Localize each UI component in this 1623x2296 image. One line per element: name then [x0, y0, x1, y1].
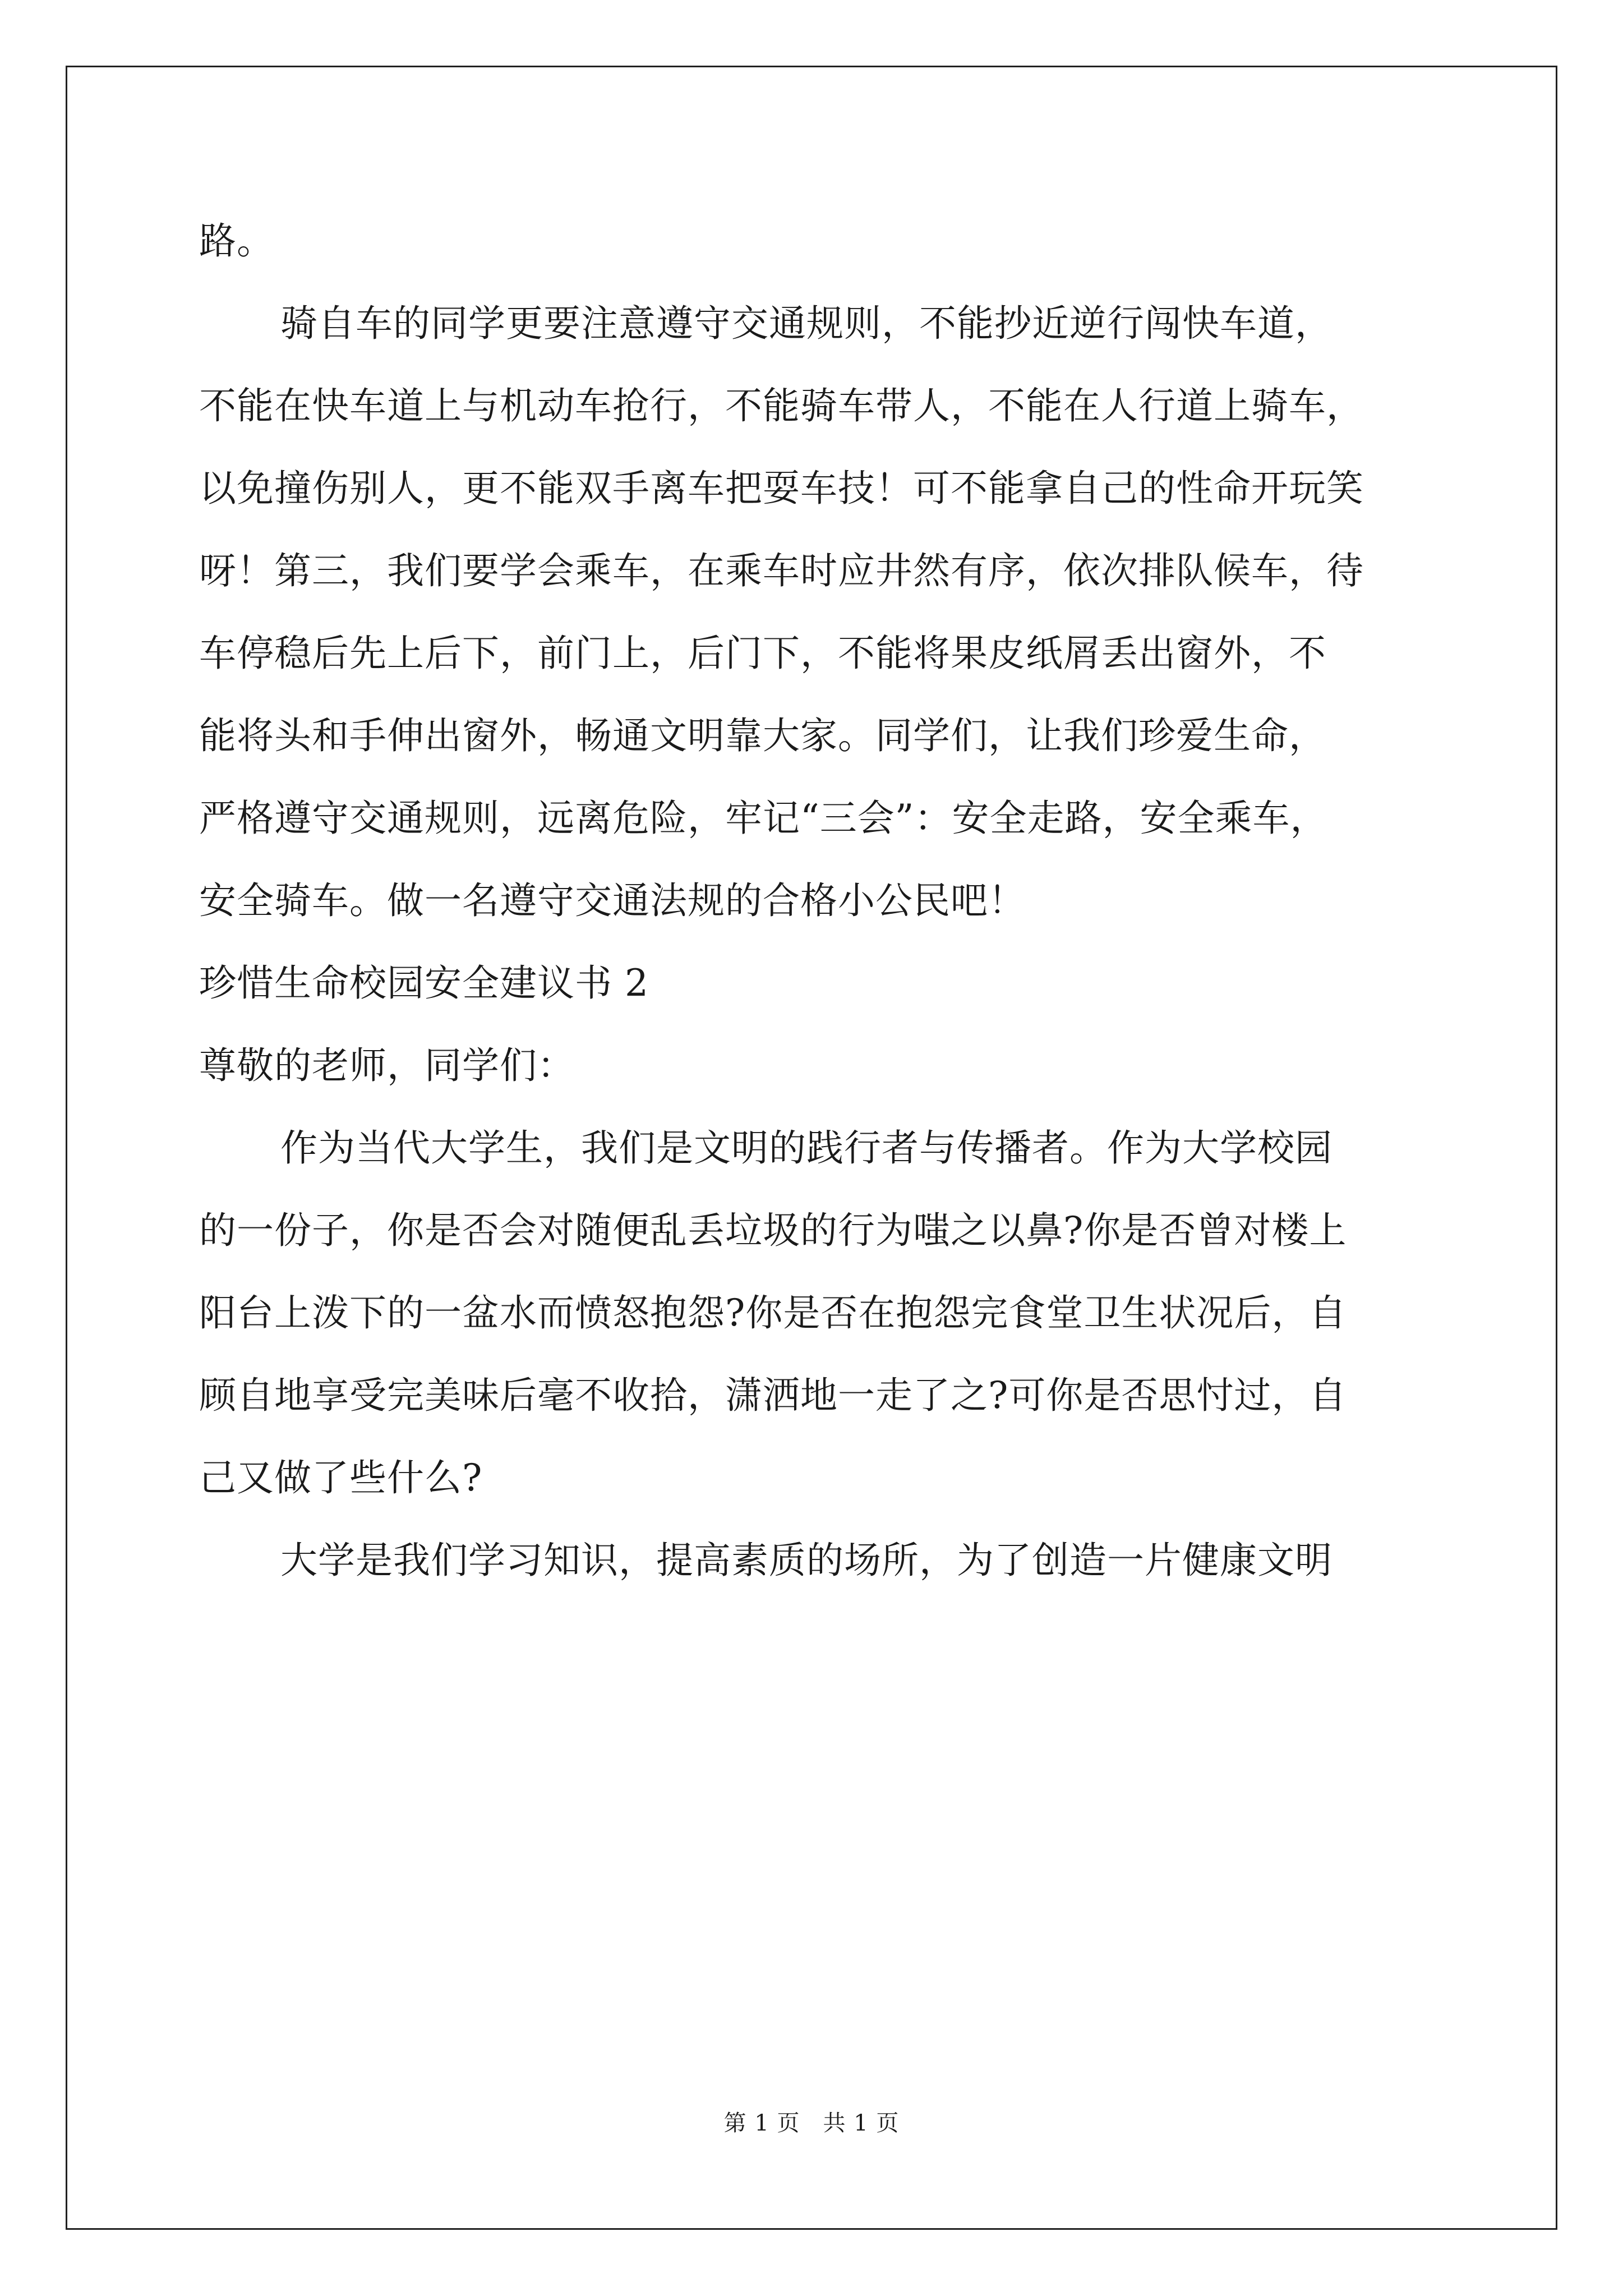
section-title: 珍惜生命校园安全建议书 2 [199, 961, 649, 1005]
paragraph-line: 以免撞伤别人，更不能双手离车把耍车技！可不能拿自己的性命开玩笑 [199, 467, 1364, 510]
paragraph-line: 严格遵守交通规则，远离危险，牢记“三会”：安全走路，安全乘车， [199, 797, 1328, 840]
paragraph-line: 阳台上泼下的一盆水而愤怒抱怨?你是否在抱怨完食堂卫生状况后，自 [199, 1291, 1347, 1335]
paragraph-line: 作为当代大学生，我们是文明的践行者与传播者。作为大学校园 [280, 1126, 1332, 1170]
paragraph-line: 安全骑车。做一名遵守交通法规的合格小公民吧！ [199, 879, 1026, 922]
paragraph-line: 路。 [199, 219, 274, 263]
paragraph-line: 能将头和手伸出窗外，畅通文明靠大家。同学们，让我们珍爱生命， [199, 714, 1326, 757]
paragraph-line: 大学是我们学习知识，提高素质的场所，为了创造一片健康文明 [280, 1539, 1332, 1582]
paragraph-line: 己又做了些什么? [199, 1456, 483, 1499]
paragraph-line: 车停稳后先上后下，前门上，后门下，不能将果皮纸屑丢出窗外，不 [199, 632, 1326, 675]
paragraph-line: 顾自地享受完美味后毫不收拾，潇洒地一走了之?可你是否思忖过，自 [199, 1374, 1347, 1417]
salutation: 尊敬的老师，同学们： [199, 1044, 575, 1087]
page-footer: 第 1 页 共 1 页 [723, 2110, 900, 2136]
paragraph-line: 的一份子，你是否会对随便乱丢垃圾的行为嗤之以鼻?你是否曾对楼上 [199, 1209, 1347, 1252]
paragraph-line: 骑自车的同学更要注意遵守交通规则，不能抄近逆行闯快车道， [280, 302, 1332, 345]
paragraph-line: 呀！第三，我们要学会乘车，在乘车时应井然有序，依次排队候车，待 [199, 549, 1364, 592]
paragraph-line: 不能在快车道上与机动车抢行，不能骑车带人，不能在人行道上骑车， [199, 384, 1364, 427]
